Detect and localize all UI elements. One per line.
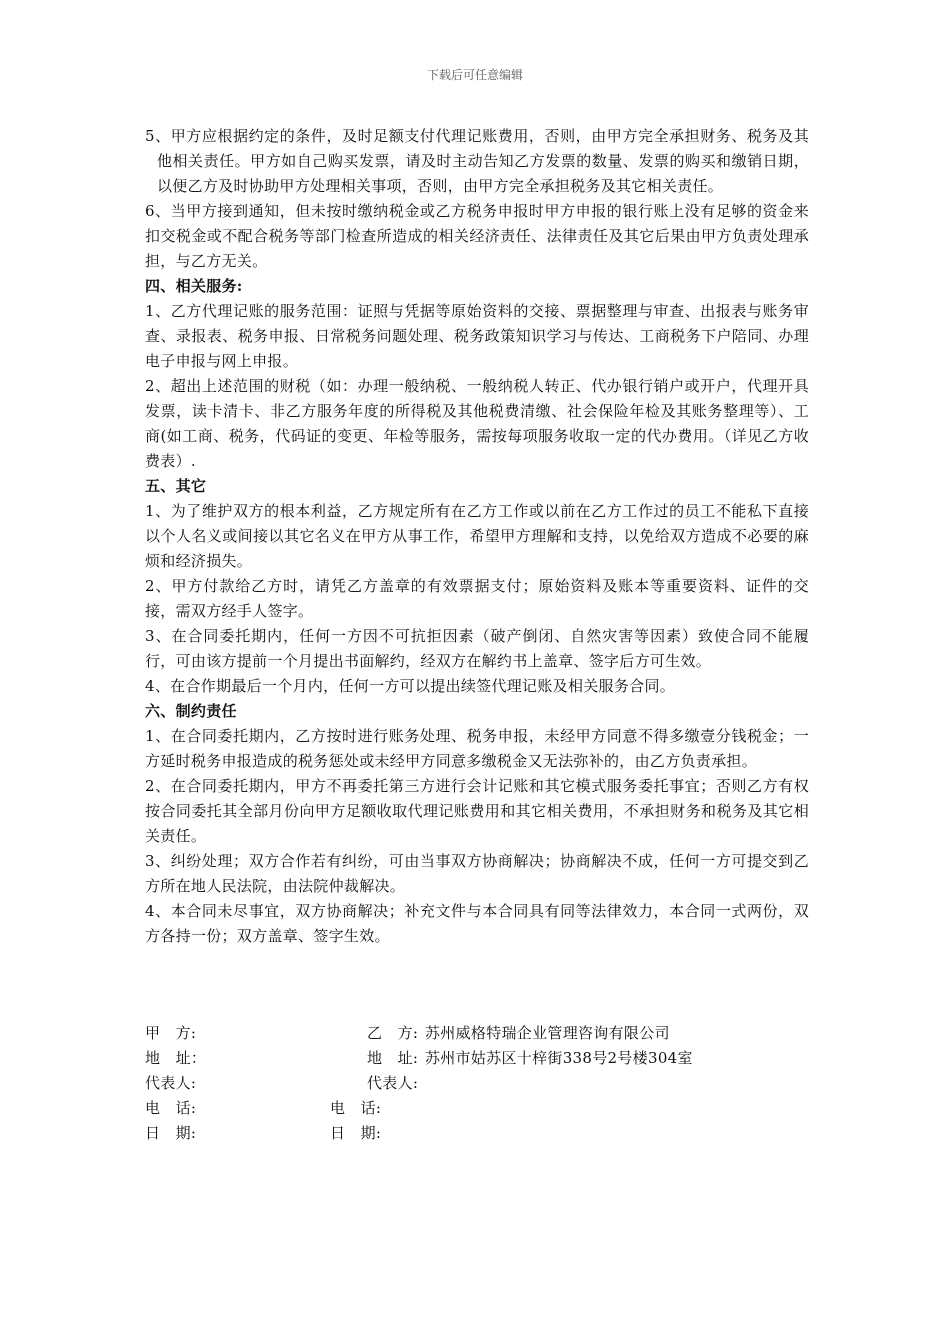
- signature-row-address: [145, 1046, 809, 1071]
- party-a-label: 甲 方:: [145, 1024, 197, 1042]
- party-b-rep-label: 代表人:: [367, 1074, 419, 1092]
- clause-5-4: 4、在合作期最后一个月内，任何一方可以提出续签代理记账及相关服务合同。: [145, 677, 676, 695]
- signature-block: [145, 1021, 809, 1146]
- party-a-date-label: 日 期:: [145, 1124, 197, 1142]
- clause-3-6: 6、当甲方接到通知，但未按时缴纳税金或乙方税务申报时甲方申报的银行账上没有足够的资金来扣交税金或不配合税务等部门检查所造成的相关经济责任、法律责任及其它后果由甲方负责处理承担，与乙方无关。: [145, 202, 809, 270]
- section-4-heading: 四、相关服务:: [145, 277, 243, 295]
- contract-body: [145, 124, 809, 949]
- signature-row-party: [145, 1021, 809, 1046]
- clause-6-2: 2、在合同委托期内，甲方不再委托第三方进行会计记账和其它模式服务委托事宜；否则乙方有权按合同委托其全部月份向甲方足额收取代理记账费用和其它相关费用，不承担财务和税务及其它相关责任。: [145, 777, 809, 845]
- party-b-address-label: 地 址:: [367, 1049, 419, 1067]
- clause-6-3: 3、纠纷处理；双方合作若有纠纷，可由当事双方协商解决；协商解决不成，任何一方可提交到乙方所在地人民法院，由法院仲裁解决。: [145, 852, 809, 895]
- party-b-phone-label: 电 话:: [330, 1099, 382, 1117]
- clause-4-2: 2、超出上述范围的财税（如：办理一般纳税、一般纳税人转正、代办银行销户或开户，代理开具发票，读卡清卡、非乙方服务年度的所得税及其他税费清缴、社会保险年检及其账务整理等）、工商(如工商、税务，代码证的变更、年检等服务，需按每项服务收取一定的代办费用。（详见乙方收费表）.: [145, 377, 809, 470]
- signature-row-phone: [145, 1096, 809, 1121]
- party-a-phone-label: 电 话:: [145, 1099, 197, 1117]
- clause-3-5: 5、甲方应根据约定的条件，及时足额支付代理记账费用，否则，由甲方完全承担财务、税务及其他相关责任。甲方如自己购买发票，请及时主动告知乙方发票的数量、发票的购买和缴销日期，以便乙方及时协助甲方处理相关事项，否则，由甲方完全承担税务及其它相关责任。: [145, 127, 809, 195]
- party-b-address: 苏州市姑苏区十梓街338号2号楼304室: [425, 1049, 693, 1067]
- clause-4-1: 1、乙方代理记账的服务范围：证照与凭据等原始资料的交接、票据整理与审查、出报表与账务审查、录报表、税务申报、日常税务问题处理、税务政策知识学习与传达、工商税务下户陪同、办理电子申报与网上申报。: [145, 302, 809, 370]
- header-watermark: 下载后可任意编辑: [426, 68, 523, 82]
- section-5-heading: 五、其它: [145, 477, 207, 495]
- signature-row-date: [145, 1121, 809, 1146]
- party-a-rep-label: 代表人:: [145, 1074, 197, 1092]
- party-b-label: 乙 方:: [367, 1024, 419, 1042]
- clause-6-4: 4、本合同未尽事宜，双方协商解决；补充文件与本合同具有同等法律效力，本合同一式两份，双方各持一份；双方盖章、签字生效。: [145, 902, 809, 945]
- clause-5-3: 3、在合同委托期内，任何一方因不可抗拒因素（破产倒闭、自然灾害等因素）致使合同不能履行，可由该方提前一个月提出书面解约，经双方在解约书上盖章、签字后方可生效。: [145, 627, 809, 670]
- section-6-heading: 六、制约责任: [145, 702, 237, 720]
- party-a-address-label: 地 址：: [145, 1049, 207, 1067]
- clause-5-2: 2、甲方付款给乙方时，请凭乙方盖章的有效票据支付；原始资料及账本等重要资料、证件的交接，需双方经手人签字。: [145, 577, 809, 620]
- clause-5-1: 1、为了维护双方的根本利益，乙方规定所有在乙方工作或以前在乙方工作过的员工不能私下直接以个人名义或间接以其它名义在甲方从事工作，希望甲方理解和支持，以免给双方造成不必要的麻烦和经济损失。: [145, 502, 809, 570]
- party-b-date-label: 日 期:: [330, 1124, 382, 1142]
- signature-row-representative: [145, 1071, 809, 1096]
- clause-6-1: 1、在合同委托期内，乙方按时进行账务处理、税务申报，未经甲方同意不得多缴壹分钱税金；一方延时税务申报造成的税务惩处或未经甲方同意多缴税金又无法弥补的，由乙方负责承担。: [145, 727, 809, 770]
- party-b-name: 苏州威格特瑞企业管理咨询有限公司: [425, 1024, 670, 1042]
